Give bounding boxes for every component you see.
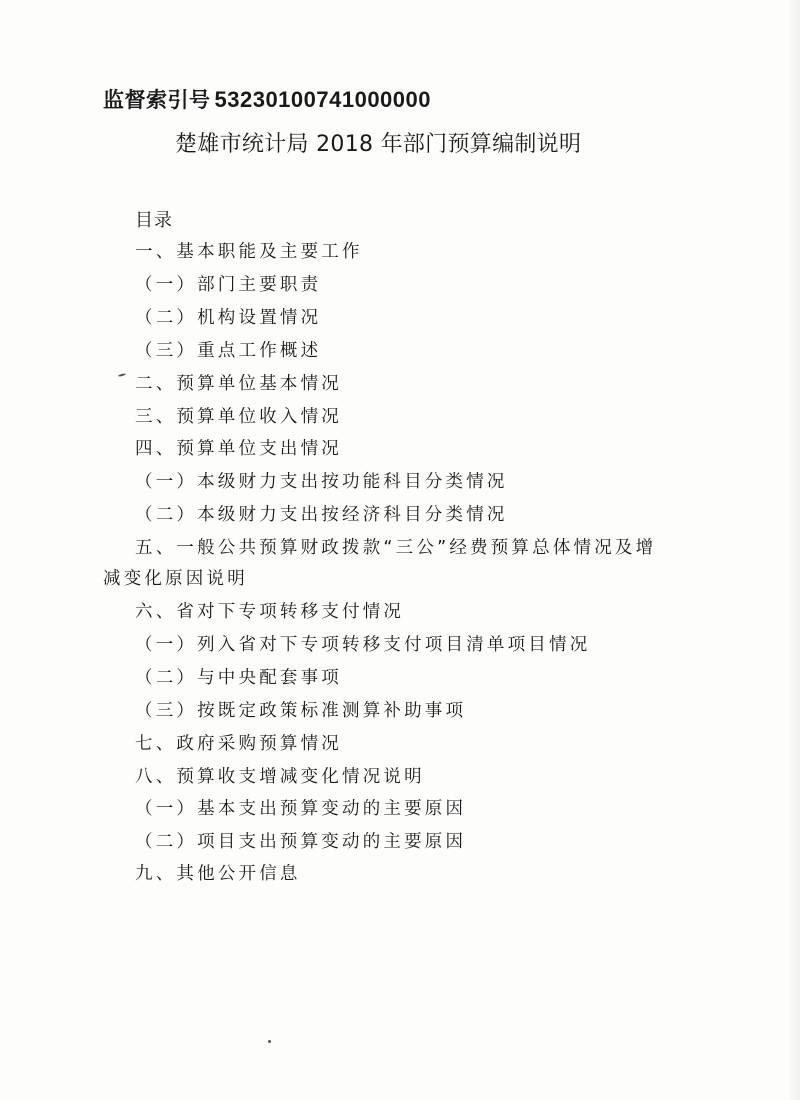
toc-item: （二）与中央配套事项 <box>135 668 342 688</box>
toc-item: （一）基本支出预算变动的主要原因 <box>135 799 467 819</box>
toc-item: （一）部门主要职责 <box>135 275 322 295</box>
toc-item: （二）项目支出预算变动的主要原因 <box>135 832 467 852</box>
scan-speck <box>268 1040 271 1043</box>
toc-item: 一、基本职能及主要工作 <box>135 242 363 262</box>
toc-item: 五、一般公共预算财政拨款“三公”经费预算总体情况及增 <box>135 538 657 558</box>
toc-item: 三、预算单位收入情况 <box>135 407 342 427</box>
document-title: 楚雄市统计局 2018 年部门预算编制说明 <box>175 132 582 157</box>
toc-item: （三）按既定政策标准测算补助事项 <box>135 701 467 721</box>
toc-item: 七、政府采购预算情况 <box>135 734 342 754</box>
supervision-index-label: 监督索引号 <box>103 88 211 112</box>
toc-item: 九、其他公开信息 <box>135 864 301 884</box>
toc-item: （一）本级财力支出按功能科目分类情况 <box>135 472 508 492</box>
toc-item-continuation: 减变化原因说明 <box>103 569 248 589</box>
toc-item: 八、预算收支增减变化情况说明 <box>135 767 425 787</box>
toc-item: （一）列入省对下专项转移支付项目清单项目情况 <box>135 635 591 655</box>
toc-item: 六、省对下专项转移支付情况 <box>135 602 405 622</box>
scan-speck <box>118 373 126 377</box>
toc-item: （二）机构设置情况 <box>135 308 322 328</box>
scan-edge-shadow <box>786 0 800 1100</box>
supervision-index-line <box>103 84 431 114</box>
toc-item: （三）重点工作概述 <box>135 341 322 361</box>
supervision-index-number: 53230100741000000 <box>214 87 432 112</box>
toc-item: 四、预算单位支出情况 <box>135 439 342 459</box>
toc-item: （二）本级财力支出按经济科目分类情况 <box>135 505 508 525</box>
toc-heading: 目录 <box>135 210 173 231</box>
toc-item: 二、预算单位基本情况 <box>135 374 342 394</box>
